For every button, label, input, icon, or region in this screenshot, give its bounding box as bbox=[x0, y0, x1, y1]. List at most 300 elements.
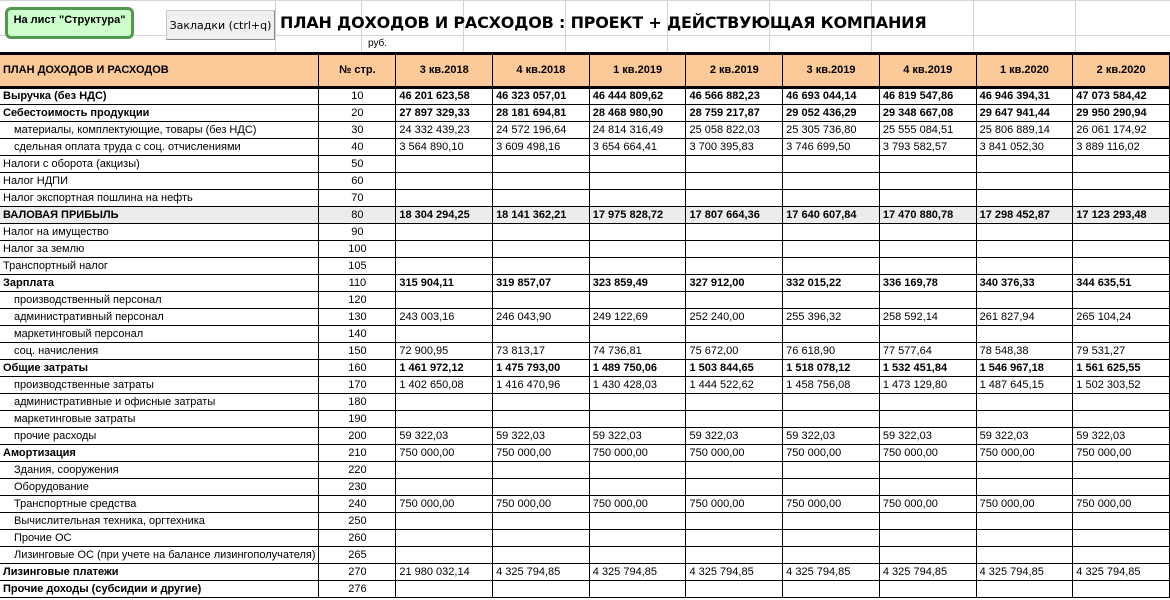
line-number-cell[interactable]: 265 bbox=[319, 547, 396, 564]
value-cell[interactable] bbox=[589, 173, 686, 190]
value-cell[interactable] bbox=[783, 292, 880, 309]
value-cell[interactable]: 265 104,24 bbox=[1073, 309, 1170, 326]
value-cell[interactable]: 1 461 972,12 bbox=[396, 360, 493, 377]
value-cell[interactable] bbox=[686, 241, 783, 258]
value-cell[interactable] bbox=[589, 513, 686, 530]
value-cell[interactable]: 59 322,03 bbox=[1073, 428, 1170, 445]
line-number-cell[interactable]: 90 bbox=[319, 224, 396, 241]
value-cell[interactable] bbox=[879, 173, 976, 190]
line-number-cell[interactable]: 210 bbox=[319, 445, 396, 462]
value-cell[interactable] bbox=[589, 190, 686, 207]
value-cell[interactable]: 4 325 794,85 bbox=[1073, 564, 1170, 581]
value-cell[interactable] bbox=[783, 513, 880, 530]
line-number-cell[interactable]: 250 bbox=[319, 513, 396, 530]
value-cell[interactable] bbox=[783, 530, 880, 547]
value-cell[interactable]: 344 635,51 bbox=[1073, 275, 1170, 292]
line-number-cell[interactable]: 30 bbox=[319, 122, 396, 139]
value-cell[interactable] bbox=[396, 462, 493, 479]
value-cell[interactable]: 46 323 057,01 bbox=[493, 88, 590, 105]
row-label-cell[interactable]: Зарплата bbox=[0, 275, 319, 292]
value-cell[interactable]: 17 975 828,72 bbox=[589, 207, 686, 224]
value-cell[interactable]: 3 793 582,57 bbox=[879, 139, 976, 156]
value-cell[interactable]: 3 609 498,16 bbox=[493, 139, 590, 156]
value-cell[interactable] bbox=[976, 394, 1073, 411]
value-cell[interactable]: 46 946 394,31 bbox=[976, 88, 1073, 105]
value-cell[interactable] bbox=[783, 224, 880, 241]
line-number-cell[interactable]: 70 bbox=[319, 190, 396, 207]
value-cell[interactable] bbox=[686, 156, 783, 173]
value-cell[interactable] bbox=[396, 513, 493, 530]
value-cell[interactable]: 1 475 793,00 bbox=[493, 360, 590, 377]
line-number-cell[interactable]: 170 bbox=[319, 377, 396, 394]
header-period[interactable]: 4 кв.2019 bbox=[879, 54, 976, 88]
value-cell[interactable]: 4 325 794,85 bbox=[879, 564, 976, 581]
value-cell[interactable] bbox=[686, 462, 783, 479]
value-cell[interactable] bbox=[783, 394, 880, 411]
value-cell[interactable] bbox=[493, 411, 590, 428]
value-cell[interactable] bbox=[686, 173, 783, 190]
value-cell[interactable]: 77 577,64 bbox=[879, 343, 976, 360]
value-cell[interactable]: 1 487 645,15 bbox=[976, 377, 1073, 394]
line-number-cell[interactable]: 20 bbox=[319, 105, 396, 122]
value-cell[interactable] bbox=[1073, 292, 1170, 309]
value-cell[interactable]: 21 980 032,14 bbox=[396, 564, 493, 581]
value-cell[interactable]: 29 950 290,94 bbox=[1073, 105, 1170, 122]
value-cell[interactable] bbox=[783, 173, 880, 190]
value-cell[interactable]: 17 470 880,78 bbox=[879, 207, 976, 224]
value-cell[interactable] bbox=[976, 513, 1073, 530]
value-cell[interactable] bbox=[1073, 479, 1170, 496]
value-cell[interactable] bbox=[783, 479, 880, 496]
value-cell[interactable] bbox=[1073, 326, 1170, 343]
row-label-cell[interactable]: сдельная оплата труда с соц. отчислениями bbox=[0, 139, 319, 156]
value-cell[interactable]: 75 672,00 bbox=[686, 343, 783, 360]
value-cell[interactable] bbox=[879, 241, 976, 258]
header-period[interactable]: 2 кв.2020 bbox=[1073, 54, 1170, 88]
row-label-cell[interactable]: Оборудование bbox=[0, 479, 319, 496]
value-cell[interactable] bbox=[589, 241, 686, 258]
value-cell[interactable] bbox=[493, 462, 590, 479]
value-cell[interactable]: 336 169,78 bbox=[879, 275, 976, 292]
value-cell[interactable]: 750 000,00 bbox=[686, 496, 783, 513]
value-cell[interactable] bbox=[493, 224, 590, 241]
value-cell[interactable]: 3 654 664,41 bbox=[589, 139, 686, 156]
value-cell[interactable]: 28 468 980,90 bbox=[589, 105, 686, 122]
value-cell[interactable] bbox=[879, 513, 976, 530]
value-cell[interactable]: 1 473 129,80 bbox=[879, 377, 976, 394]
value-cell[interactable] bbox=[783, 190, 880, 207]
line-number-cell[interactable]: 10 bbox=[319, 88, 396, 105]
value-cell[interactable] bbox=[783, 547, 880, 564]
value-cell[interactable] bbox=[686, 394, 783, 411]
value-cell[interactable]: 750 000,00 bbox=[686, 445, 783, 462]
row-label-cell[interactable]: Амортизация bbox=[0, 445, 319, 462]
line-number-cell[interactable]: 50 bbox=[319, 156, 396, 173]
value-cell[interactable] bbox=[396, 241, 493, 258]
value-cell[interactable]: 750 000,00 bbox=[589, 445, 686, 462]
value-cell[interactable]: 3 841 052,30 bbox=[976, 139, 1073, 156]
value-cell[interactable]: 46 566 882,23 bbox=[686, 88, 783, 105]
value-cell[interactable] bbox=[493, 156, 590, 173]
row-label-cell[interactable]: Вычислительная техника, оргтехника bbox=[0, 513, 319, 530]
line-number-cell[interactable]: 150 bbox=[319, 343, 396, 360]
header-period[interactable]: 1 кв.2020 bbox=[976, 54, 1073, 88]
value-cell[interactable]: 243 003,16 bbox=[396, 309, 493, 326]
value-cell[interactable] bbox=[1073, 173, 1170, 190]
value-cell[interactable] bbox=[493, 241, 590, 258]
value-cell[interactable] bbox=[589, 394, 686, 411]
value-cell[interactable] bbox=[589, 292, 686, 309]
row-label-cell[interactable]: Транспортный налог bbox=[0, 258, 319, 275]
value-cell[interactable] bbox=[783, 462, 880, 479]
row-label-cell[interactable]: соц. начисления bbox=[0, 343, 319, 360]
value-cell[interactable]: 46 201 623,58 bbox=[396, 88, 493, 105]
value-cell[interactable]: 750 000,00 bbox=[493, 445, 590, 462]
line-number-cell[interactable]: 130 bbox=[319, 309, 396, 326]
value-cell[interactable]: 750 000,00 bbox=[879, 445, 976, 462]
value-cell[interactable] bbox=[589, 479, 686, 496]
row-label-cell[interactable]: маркетинговые затраты bbox=[0, 411, 319, 428]
value-cell[interactable]: 249 122,69 bbox=[589, 309, 686, 326]
line-number-cell[interactable]: 160 bbox=[319, 360, 396, 377]
value-cell[interactable] bbox=[396, 190, 493, 207]
value-cell[interactable]: 27 897 329,33 bbox=[396, 105, 493, 122]
row-label-cell[interactable]: Налог за землю bbox=[0, 241, 319, 258]
value-cell[interactable] bbox=[976, 530, 1073, 547]
value-cell[interactable] bbox=[493, 479, 590, 496]
value-cell[interactable] bbox=[589, 224, 686, 241]
value-cell[interactable]: 59 322,03 bbox=[879, 428, 976, 445]
value-cell[interactable]: 750 000,00 bbox=[783, 445, 880, 462]
value-cell[interactable]: 3 746 699,50 bbox=[783, 139, 880, 156]
value-cell[interactable] bbox=[686, 547, 783, 564]
row-label-cell[interactable]: производственный персонал bbox=[0, 292, 319, 309]
value-cell[interactable]: 72 900,95 bbox=[396, 343, 493, 360]
value-cell[interactable]: 750 000,00 bbox=[976, 496, 1073, 513]
value-cell[interactable]: 750 000,00 bbox=[1073, 496, 1170, 513]
row-label-cell[interactable]: Лизинговые платежи bbox=[0, 564, 319, 581]
value-cell[interactable]: 1 402 650,08 bbox=[396, 377, 493, 394]
value-cell[interactable] bbox=[976, 411, 1073, 428]
value-cell[interactable] bbox=[493, 292, 590, 309]
value-cell[interactable] bbox=[783, 258, 880, 275]
row-label-cell[interactable]: Лизинговые ОС (при учете на балансе лизингополучателя) bbox=[0, 547, 319, 564]
value-cell[interactable] bbox=[493, 581, 590, 598]
value-cell[interactable]: 17 640 607,84 bbox=[783, 207, 880, 224]
value-cell[interactable] bbox=[589, 462, 686, 479]
go-to-structure-button[interactable] bbox=[5, 7, 134, 39]
value-cell[interactable] bbox=[589, 156, 686, 173]
value-cell[interactable]: 46 819 547,86 bbox=[879, 88, 976, 105]
value-cell[interactable] bbox=[589, 581, 686, 598]
value-cell[interactable]: 24 572 196,64 bbox=[493, 122, 590, 139]
value-cell[interactable]: 46 444 809,62 bbox=[589, 88, 686, 105]
value-cell[interactable]: 1 502 303,52 bbox=[1073, 377, 1170, 394]
value-cell[interactable] bbox=[1073, 190, 1170, 207]
value-cell[interactable]: 1 532 451,84 bbox=[879, 360, 976, 377]
value-cell[interactable]: 750 000,00 bbox=[879, 496, 976, 513]
value-cell[interactable] bbox=[783, 326, 880, 343]
value-cell[interactable] bbox=[879, 462, 976, 479]
value-cell[interactable]: 59 322,03 bbox=[493, 428, 590, 445]
value-cell[interactable]: 73 813,17 bbox=[493, 343, 590, 360]
line-number-cell[interactable]: 220 bbox=[319, 462, 396, 479]
value-cell[interactable]: 25 305 736,80 bbox=[783, 122, 880, 139]
bookmarks-button[interactable] bbox=[166, 10, 275, 40]
value-cell[interactable]: 261 827,94 bbox=[976, 309, 1073, 326]
value-cell[interactable]: 332 015,22 bbox=[783, 275, 880, 292]
header-line-number[interactable]: № стр. bbox=[319, 54, 396, 88]
value-cell[interactable] bbox=[1073, 394, 1170, 411]
value-cell[interactable]: 76 618,90 bbox=[783, 343, 880, 360]
value-cell[interactable] bbox=[589, 326, 686, 343]
value-cell[interactable]: 750 000,00 bbox=[976, 445, 1073, 462]
value-cell[interactable]: 1 503 844,65 bbox=[686, 360, 783, 377]
value-cell[interactable] bbox=[976, 190, 1073, 207]
value-cell[interactable]: 59 322,03 bbox=[396, 428, 493, 445]
value-cell[interactable] bbox=[976, 479, 1073, 496]
value-cell[interactable]: 17 807 664,36 bbox=[686, 207, 783, 224]
value-cell[interactable]: 258 592,14 bbox=[879, 309, 976, 326]
value-cell[interactable] bbox=[783, 156, 880, 173]
value-cell[interactable] bbox=[976, 258, 1073, 275]
row-label-cell[interactable]: Налог НДПИ bbox=[0, 173, 319, 190]
value-cell[interactable] bbox=[396, 411, 493, 428]
value-cell[interactable]: 28 181 694,81 bbox=[493, 105, 590, 122]
value-cell[interactable]: 26 061 174,92 bbox=[1073, 122, 1170, 139]
value-cell[interactable] bbox=[396, 224, 493, 241]
value-cell[interactable] bbox=[976, 156, 1073, 173]
value-cell[interactable]: 252 240,00 bbox=[686, 309, 783, 326]
value-cell[interactable]: 24 332 439,23 bbox=[396, 122, 493, 139]
value-cell[interactable]: 750 000,00 bbox=[783, 496, 880, 513]
row-label-cell[interactable]: Прочие ОС bbox=[0, 530, 319, 547]
line-number-cell[interactable]: 200 bbox=[319, 428, 396, 445]
value-cell[interactable]: 29 052 436,29 bbox=[783, 105, 880, 122]
value-cell[interactable] bbox=[976, 224, 1073, 241]
line-number-cell[interactable]: 230 bbox=[319, 479, 396, 496]
value-cell[interactable]: 315 904,11 bbox=[396, 275, 493, 292]
value-cell[interactable] bbox=[493, 394, 590, 411]
value-cell[interactable] bbox=[589, 547, 686, 564]
line-number-cell[interactable]: 260 bbox=[319, 530, 396, 547]
value-cell[interactable]: 4 325 794,85 bbox=[976, 564, 1073, 581]
value-cell[interactable]: 18 141 362,21 bbox=[493, 207, 590, 224]
header-period[interactable]: 4 кв.2018 bbox=[493, 54, 590, 88]
value-cell[interactable] bbox=[493, 258, 590, 275]
value-cell[interactable]: 3 564 890,10 bbox=[396, 139, 493, 156]
value-cell[interactable] bbox=[879, 479, 976, 496]
value-cell[interactable]: 74 736,81 bbox=[589, 343, 686, 360]
value-cell[interactable] bbox=[976, 292, 1073, 309]
value-cell[interactable] bbox=[686, 513, 783, 530]
row-label-cell[interactable]: Налоги с оборота (акцизы) bbox=[0, 156, 319, 173]
value-cell[interactable] bbox=[976, 326, 1073, 343]
row-label-cell[interactable]: административные и офисные затраты bbox=[0, 394, 319, 411]
value-cell[interactable]: 59 322,03 bbox=[783, 428, 880, 445]
value-cell[interactable] bbox=[783, 581, 880, 598]
line-number-cell[interactable]: 40 bbox=[319, 139, 396, 156]
value-cell[interactable] bbox=[493, 326, 590, 343]
value-cell[interactable]: 59 322,03 bbox=[976, 428, 1073, 445]
value-cell[interactable] bbox=[396, 326, 493, 343]
value-cell[interactable]: 24 814 316,49 bbox=[589, 122, 686, 139]
value-cell[interactable] bbox=[879, 530, 976, 547]
value-cell[interactable] bbox=[1073, 462, 1170, 479]
value-cell[interactable]: 59 322,03 bbox=[686, 428, 783, 445]
value-cell[interactable]: 79 531,27 bbox=[1073, 343, 1170, 360]
value-cell[interactable] bbox=[686, 292, 783, 309]
value-cell[interactable] bbox=[396, 258, 493, 275]
value-cell[interactable]: 750 000,00 bbox=[396, 445, 493, 462]
value-cell[interactable] bbox=[1073, 513, 1170, 530]
line-number-cell[interactable]: 105 bbox=[319, 258, 396, 275]
value-cell[interactable]: 1 444 522,62 bbox=[686, 377, 783, 394]
header-period[interactable]: 2 кв.2019 bbox=[686, 54, 783, 88]
value-cell[interactable] bbox=[1073, 411, 1170, 428]
value-cell[interactable]: 29 647 941,44 bbox=[976, 105, 1073, 122]
value-cell[interactable] bbox=[493, 530, 590, 547]
value-cell[interactable] bbox=[879, 190, 976, 207]
value-cell[interactable]: 1 489 750,06 bbox=[589, 360, 686, 377]
row-label-cell[interactable]: прочие расходы bbox=[0, 428, 319, 445]
value-cell[interactable]: 25 806 889,14 bbox=[976, 122, 1073, 139]
value-cell[interactable] bbox=[686, 581, 783, 598]
value-cell[interactable] bbox=[686, 530, 783, 547]
line-number-cell[interactable]: 180 bbox=[319, 394, 396, 411]
value-cell[interactable]: 1 416 470,96 bbox=[493, 377, 590, 394]
value-cell[interactable] bbox=[396, 292, 493, 309]
value-cell[interactable] bbox=[1073, 224, 1170, 241]
value-cell[interactable] bbox=[879, 224, 976, 241]
line-number-cell[interactable]: 60 bbox=[319, 173, 396, 190]
row-label-cell[interactable]: материалы, комплектующие, товары (без НДС) bbox=[0, 122, 319, 139]
line-number-cell[interactable]: 240 bbox=[319, 496, 396, 513]
line-number-cell[interactable]: 140 bbox=[319, 326, 396, 343]
value-cell[interactable] bbox=[686, 224, 783, 241]
value-cell[interactable] bbox=[686, 411, 783, 428]
header-period[interactable]: 3 кв.2018 bbox=[396, 54, 493, 88]
value-cell[interactable]: 1 430 428,03 bbox=[589, 377, 686, 394]
line-number-cell[interactable]: 100 bbox=[319, 241, 396, 258]
row-label-cell[interactable]: Здания, сооружения bbox=[0, 462, 319, 479]
row-label-cell[interactable]: административный персонал bbox=[0, 309, 319, 326]
row-label-cell[interactable]: ВАЛОВАЯ ПРИБЫЛЬ bbox=[0, 207, 319, 224]
row-label-cell[interactable]: Прочие доходы (субсидии и другие) bbox=[0, 581, 319, 598]
value-cell[interactable]: 17 298 452,87 bbox=[976, 207, 1073, 224]
value-cell[interactable] bbox=[396, 479, 493, 496]
value-cell[interactable] bbox=[976, 241, 1073, 258]
value-cell[interactable] bbox=[396, 581, 493, 598]
value-cell[interactable] bbox=[879, 394, 976, 411]
line-number-cell[interactable]: 190 bbox=[319, 411, 396, 428]
value-cell[interactable]: 25 555 084,51 bbox=[879, 122, 976, 139]
row-label-cell[interactable]: Транспортные средства bbox=[0, 496, 319, 513]
value-cell[interactable] bbox=[1073, 581, 1170, 598]
value-cell[interactable] bbox=[1073, 258, 1170, 275]
value-cell[interactable] bbox=[589, 411, 686, 428]
value-cell[interactable] bbox=[396, 530, 493, 547]
value-cell[interactable] bbox=[783, 411, 880, 428]
value-cell[interactable]: 3 700 395,83 bbox=[686, 139, 783, 156]
value-cell[interactable]: 47 073 584,42 bbox=[1073, 88, 1170, 105]
value-cell[interactable]: 1 518 078,12 bbox=[783, 360, 880, 377]
value-cell[interactable] bbox=[589, 258, 686, 275]
value-cell[interactable]: 17 123 293,48 bbox=[1073, 207, 1170, 224]
value-cell[interactable] bbox=[396, 173, 493, 190]
value-cell[interactable] bbox=[396, 156, 493, 173]
header-period[interactable]: 1 кв.2019 bbox=[589, 54, 686, 88]
value-cell[interactable] bbox=[976, 581, 1073, 598]
value-cell[interactable]: 319 857,07 bbox=[493, 275, 590, 292]
value-cell[interactable]: 1 546 967,18 bbox=[976, 360, 1073, 377]
value-cell[interactable] bbox=[396, 394, 493, 411]
value-cell[interactable]: 750 000,00 bbox=[1073, 445, 1170, 462]
row-label-cell[interactable]: Налог экспортная пошлина на нефть bbox=[0, 190, 319, 207]
value-cell[interactable] bbox=[879, 547, 976, 564]
value-cell[interactable] bbox=[493, 547, 590, 564]
value-cell[interactable] bbox=[686, 326, 783, 343]
row-label-cell[interactable]: Налог на имущество bbox=[0, 224, 319, 241]
value-cell[interactable]: 3 889 116,02 bbox=[1073, 139, 1170, 156]
value-cell[interactable] bbox=[1073, 530, 1170, 547]
value-cell[interactable]: 323 859,49 bbox=[589, 275, 686, 292]
value-cell[interactable]: 246 043,90 bbox=[493, 309, 590, 326]
value-cell[interactable] bbox=[976, 173, 1073, 190]
value-cell[interactable]: 750 000,00 bbox=[589, 496, 686, 513]
value-cell[interactable]: 4 325 794,85 bbox=[493, 564, 590, 581]
line-number-cell[interactable]: 110 bbox=[319, 275, 396, 292]
header-label[interactable]: ПЛАН ДОХОДОВ И РАСХОДОВ bbox=[0, 54, 319, 88]
value-cell[interactable]: 327 912,00 bbox=[686, 275, 783, 292]
value-cell[interactable] bbox=[396, 547, 493, 564]
value-cell[interactable] bbox=[976, 547, 1073, 564]
value-cell[interactable]: 78 548,38 bbox=[976, 343, 1073, 360]
value-cell[interactable] bbox=[1073, 241, 1170, 258]
value-cell[interactable] bbox=[976, 462, 1073, 479]
value-cell[interactable] bbox=[879, 411, 976, 428]
value-cell[interactable]: 255 396,32 bbox=[783, 309, 880, 326]
value-cell[interactable]: 4 325 794,85 bbox=[589, 564, 686, 581]
value-cell[interactable]: 18 304 294,25 bbox=[396, 207, 493, 224]
value-cell[interactable]: 4 325 794,85 bbox=[686, 564, 783, 581]
line-number-cell[interactable]: 276 bbox=[319, 581, 396, 598]
value-cell[interactable] bbox=[493, 513, 590, 530]
header-period[interactable]: 3 кв.2019 bbox=[783, 54, 880, 88]
value-cell[interactable]: 25 058 822,03 bbox=[686, 122, 783, 139]
row-label-cell[interactable]: Выручка (без НДС) bbox=[0, 88, 319, 105]
value-cell[interactable]: 46 693 044,14 bbox=[783, 88, 880, 105]
value-cell[interactable]: 1 458 756,08 bbox=[783, 377, 880, 394]
value-cell[interactable] bbox=[879, 581, 976, 598]
row-label-cell[interactable]: Себестоимость продукции bbox=[0, 105, 319, 122]
value-cell[interactable]: 340 376,33 bbox=[976, 275, 1073, 292]
value-cell[interactable]: 59 322,03 bbox=[589, 428, 686, 445]
value-cell[interactable] bbox=[686, 258, 783, 275]
value-cell[interactable]: 4 325 794,85 bbox=[783, 564, 880, 581]
value-cell[interactable] bbox=[686, 479, 783, 496]
line-number-cell[interactable]: 80 bbox=[319, 207, 396, 224]
value-cell[interactable] bbox=[783, 241, 880, 258]
row-label-cell[interactable]: Общие затраты bbox=[0, 360, 319, 377]
value-cell[interactable]: 1 561 625,55 bbox=[1073, 360, 1170, 377]
row-label-cell[interactable]: производственные затраты bbox=[0, 377, 319, 394]
value-cell[interactable]: 29 348 667,08 bbox=[879, 105, 976, 122]
value-cell[interactable] bbox=[589, 530, 686, 547]
value-cell[interactable]: 28 759 217,87 bbox=[686, 105, 783, 122]
value-cell[interactable] bbox=[879, 156, 976, 173]
value-cell[interactable] bbox=[879, 326, 976, 343]
